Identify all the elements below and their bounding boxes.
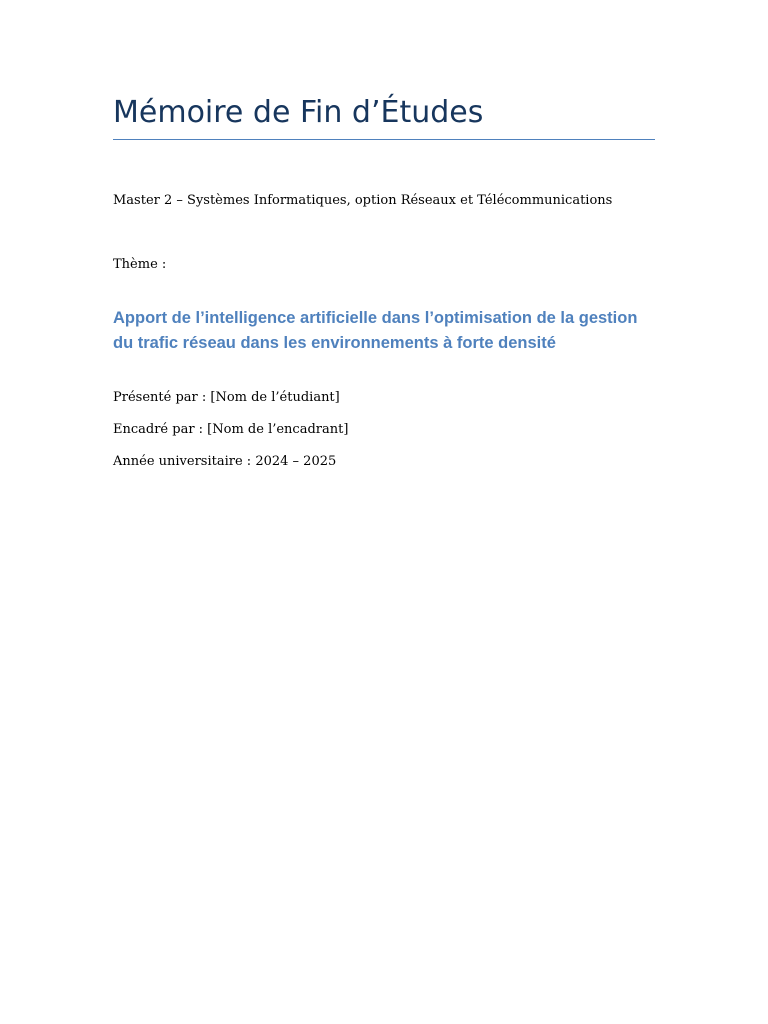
supervised-by: Encadré par : [Nom de l’encadrant] <box>113 422 349 437</box>
theme-label: Thème : <box>113 257 167 272</box>
academic-year: Année universitaire : 2024 – 2025 <box>113 454 337 469</box>
thesis-theme: Apport de l’intelligence artificielle dans l’optimisation de la gestion du trafic réseau dans les environnements à forte densité <box>113 309 638 352</box>
title-underline <box>113 139 655 140</box>
presented-by: Présenté par : [Nom de l’étudiant] <box>113 390 340 405</box>
document-title: Mémoire de Fin d’Études <box>113 95 484 130</box>
program-line: Master 2 – Systèmes Informatiques, option Réseaux et Télécommunications <box>113 193 613 208</box>
